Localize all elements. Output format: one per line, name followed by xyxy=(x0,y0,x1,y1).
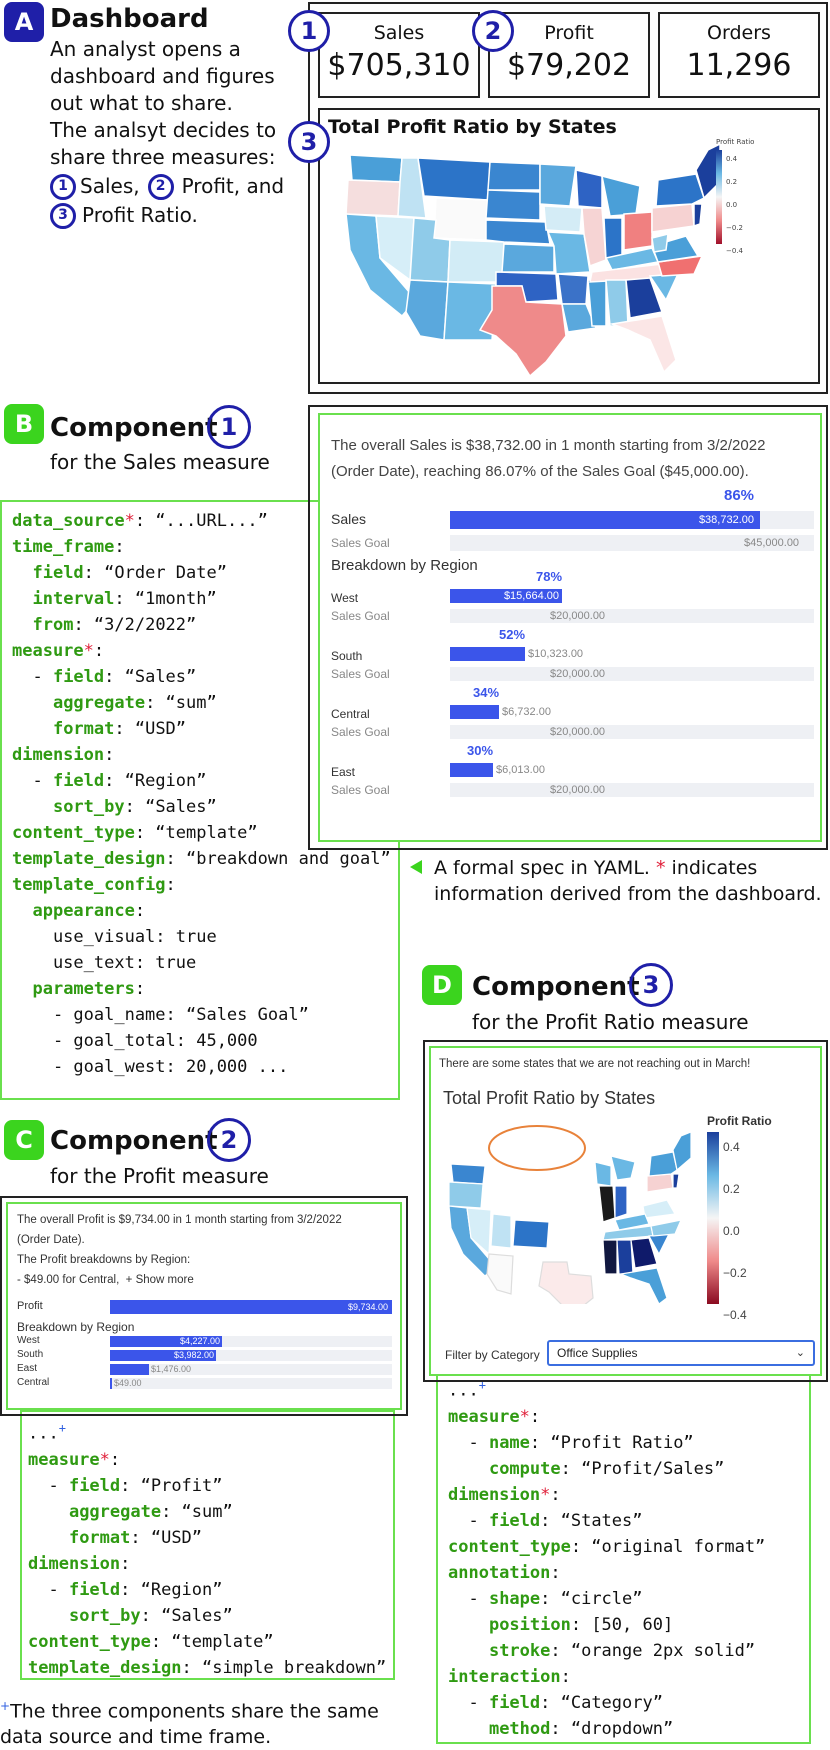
state-wv xyxy=(652,234,668,252)
state-or xyxy=(346,180,400,216)
state-nc xyxy=(651,1220,681,1236)
plus-marker: + xyxy=(0,1699,11,1713)
region-name: South xyxy=(331,649,363,663)
section-d-subtitle: for the Profit Ratio measure xyxy=(472,1010,749,1034)
profit-ratio-note: There are some states that we are not reaching out in March! xyxy=(439,1058,751,1070)
desc-line: out what to share. xyxy=(50,91,233,115)
state-al xyxy=(617,1240,633,1274)
section-a-description xyxy=(50,36,285,229)
breakdown-title: Breakdown by Region xyxy=(331,557,478,574)
region-value: $6,732.00 xyxy=(502,706,551,718)
state-in xyxy=(615,1186,627,1218)
region-goal-value: $20,000.00 xyxy=(550,610,606,622)
sales-component xyxy=(318,413,822,842)
kpi-value: $705,310 xyxy=(327,48,471,83)
state-tx xyxy=(539,1262,593,1304)
summary-line: - $49.00 for Central, xyxy=(17,1274,120,1286)
legend-tick: −0.2 xyxy=(723,1266,747,1280)
region-goal-label: Sales Goal xyxy=(331,609,390,623)
kpi-label: Profit xyxy=(544,22,594,44)
state-oh xyxy=(624,212,652,250)
profit-component xyxy=(6,1202,402,1410)
region-goal-track xyxy=(450,667,814,681)
legend-tick: −0.2 xyxy=(726,224,743,232)
kpi-label: Sales xyxy=(373,22,425,44)
section-b-subtitle: for the Sales measure xyxy=(50,450,270,474)
region-bar: $3,982.00 xyxy=(110,1350,216,1361)
ratio-legend-bar xyxy=(707,1132,719,1304)
state-ut xyxy=(491,1214,511,1248)
state-wi xyxy=(576,170,602,208)
legend-tick: 0.2 xyxy=(726,178,738,186)
chevron-down-icon: ⌄ xyxy=(795,1346,805,1359)
state-ny xyxy=(649,1152,677,1176)
region-goal-track xyxy=(450,609,814,623)
badge-b: B xyxy=(4,404,44,444)
state-ar xyxy=(558,274,588,304)
state-nj xyxy=(694,204,702,226)
show-more-link[interactable]: + Show more xyxy=(125,1274,194,1286)
region-goal-track xyxy=(450,725,814,739)
caption-text: indicates xyxy=(671,857,758,879)
summary-line: The overall Sales is $38,732.00 in 1 month starting from 3/2/2022 xyxy=(331,437,766,454)
sales-goal-label: Sales Goal xyxy=(331,536,390,550)
sales-pct: 86% xyxy=(724,487,755,504)
profit-ratio-component xyxy=(429,1046,822,1376)
region-goal-value: $20,000.00 xyxy=(550,784,606,796)
region-value: $10,323.00 xyxy=(528,648,584,660)
state-fl xyxy=(612,316,676,372)
number-circle-2: 2 xyxy=(207,1118,251,1162)
region-name: South xyxy=(17,1349,44,1360)
desc-line: share three measures: xyxy=(50,145,276,169)
region-bar xyxy=(110,1378,112,1389)
region-pct: 52% xyxy=(499,627,526,642)
region-pct: 34% xyxy=(473,685,500,700)
state-ny xyxy=(656,174,704,206)
map-legend-title: Profit Ratio xyxy=(716,138,755,146)
section-c-subtitle: for the Profit measure xyxy=(50,1164,269,1188)
state-il xyxy=(599,1186,615,1222)
measure-sales: Sales, xyxy=(80,174,140,198)
sales-bar: $38,732.00 xyxy=(450,511,760,529)
legend-tick: 0.4 xyxy=(726,155,738,163)
shared-footnote xyxy=(0,1693,379,1750)
map-legend-ticks xyxy=(726,148,743,263)
region-bar xyxy=(450,763,493,777)
region-track xyxy=(110,1378,392,1389)
state-mn xyxy=(540,164,576,206)
region-name: Central xyxy=(331,707,370,721)
region-bar xyxy=(450,647,525,661)
region-name: Central xyxy=(17,1377,50,1388)
breakdown-title: Breakdown by Region xyxy=(17,1320,135,1334)
number-circle-2: 2 xyxy=(472,10,514,52)
state-az xyxy=(487,1254,513,1294)
badge-d: D xyxy=(422,965,462,1005)
state-va xyxy=(643,1200,675,1218)
region-goal-track xyxy=(450,783,814,797)
caption-star: * xyxy=(656,857,666,879)
legend-tick: 0.0 xyxy=(726,201,738,209)
state-ms xyxy=(588,280,606,326)
region-pct: 30% xyxy=(467,743,494,758)
caption-text: information derived from the dashboard. xyxy=(434,883,822,905)
state-wy xyxy=(434,198,488,240)
state-co xyxy=(513,1220,549,1248)
profit-label: Profit xyxy=(17,1300,43,1312)
state-sd xyxy=(486,190,540,220)
sales-label: Sales xyxy=(331,511,367,527)
map-legend-bar xyxy=(716,150,722,244)
state-al xyxy=(606,280,628,326)
sales-goal-value: $45,000.00 xyxy=(744,537,800,549)
kpi-value: 11,296 xyxy=(686,48,792,83)
region-value: $49.00 xyxy=(114,1378,142,1388)
state-wa xyxy=(350,155,402,182)
legend-tick: 0.4 xyxy=(723,1140,740,1154)
state-ms xyxy=(603,1240,617,1274)
profit-bar: $9,734.00 xyxy=(110,1300,392,1314)
number-circle-3: 3 xyxy=(629,963,673,1007)
region-bar xyxy=(110,1364,149,1375)
footnote-text: The three components share the same xyxy=(10,1700,379,1723)
region-name: East xyxy=(331,765,356,779)
filtered-us-map xyxy=(445,1114,735,1304)
state-wi xyxy=(595,1162,611,1186)
map-title: Total Profit Ratio by States xyxy=(328,116,617,138)
state-new-england xyxy=(673,1132,691,1170)
region-goal-value: $20,000.00 xyxy=(550,668,606,680)
sales-yaml-spec: data_source*: “...URL...” time_frame: field: “Order Date” interval: “1month” from: “3/2/2022” measure*: - field: “Sales” aggregate: “sum” format: “USD” dimension: - field: “Region” sort_by: “Sales” content_type: “template” template_design: “breakdown and goal” template_config: appearance: use_visual: true use_text: true parameters: - goal_name: “Sales Goal” - goal_total: 45,000 - goal_west: 20,000 ... xyxy=(12,511,391,1077)
annotation-circle xyxy=(489,1126,585,1170)
category-dropdown[interactable] xyxy=(547,1340,815,1366)
number-circle-1: 1 xyxy=(207,405,251,449)
caption-text: A formal spec in YAML. xyxy=(434,857,650,879)
kpi-orders xyxy=(658,12,820,98)
caption-arrow-icon xyxy=(410,860,422,874)
summary-line: (Order Date). xyxy=(17,1234,85,1246)
state-ne xyxy=(486,220,550,244)
summary-line: The Profit breakdowns by Region: xyxy=(17,1254,191,1266)
measure-profit: Profit, and xyxy=(181,174,285,198)
number-circle-1: 1 xyxy=(50,174,76,200)
region-name: East xyxy=(17,1363,38,1374)
number-circle-1: 1 xyxy=(288,10,330,52)
section-a-title: Dashboard xyxy=(50,4,209,34)
summary-line: (Order Date), reaching 86.07% of the Sales Goal ($45,000.00). xyxy=(331,463,749,480)
measure-list-line xyxy=(50,202,285,229)
region-name: West xyxy=(17,1335,40,1346)
ratio-legend-ticks xyxy=(723,1126,747,1336)
state-in xyxy=(604,218,622,260)
region-value: $1,476.00 xyxy=(151,1364,192,1374)
state-mi xyxy=(602,176,640,216)
state-pa xyxy=(647,1174,673,1192)
region-value: $6,013.00 xyxy=(496,764,545,776)
state-nd xyxy=(488,162,540,190)
desc-line: The analsyt decides to xyxy=(50,118,277,142)
yaml-caption xyxy=(434,855,822,907)
profit-ratio-map-title: Total Profit Ratio by States xyxy=(443,1088,656,1108)
state-ks xyxy=(502,244,554,272)
us-choropleth-map xyxy=(340,140,720,380)
profit-yaml-spec: ...+ measure*: - field: “Profit” aggregate: “sum” format: “USD” dimension: - field: “Region” sort_by: “Sales” content_type: “template” template_design: “simple breakdown” xyxy=(28,1421,387,1678)
section-d-title: Component xyxy=(472,972,640,1002)
legend-tick: −0.4 xyxy=(726,247,743,255)
region-name: West xyxy=(331,591,359,605)
badge-c: C xyxy=(4,1120,44,1160)
profit-ratio-yaml-spec: ...+ measure*: - name: “Profit Ratio” compute: “Profit/Sales” dimension*: - field: “States” content_type: “original format” annotation: - shape: “circle” position: [50, 60] stroke: “orange 2px solid” interaction: - field: “Category” method: “dropdown” xyxy=(448,1378,766,1739)
region-goal-label: Sales Goal xyxy=(331,725,390,739)
desc-line: An analyst opens a xyxy=(50,37,241,61)
section-b-title: Component xyxy=(50,413,218,443)
state-fl xyxy=(621,1268,667,1304)
kpi-label: Orders xyxy=(707,22,771,44)
region-goal-label: Sales Goal xyxy=(331,783,390,797)
legend-tick: −0.4 xyxy=(723,1308,747,1322)
region-goal-value: $20,000.00 xyxy=(550,726,606,738)
region-bar xyxy=(450,705,499,719)
measure-profit-ratio: Profit Ratio. xyxy=(82,203,198,227)
summary-line: The overall Profit is $9,734.00 in 1 month starting from 3/2/2022 xyxy=(17,1214,342,1226)
region-goal-label: Sales Goal xyxy=(331,667,390,681)
legend-tick: 0.0 xyxy=(723,1224,740,1238)
state-ia xyxy=(544,206,582,232)
state-pa xyxy=(652,204,694,232)
number-circle-3: 3 xyxy=(288,121,330,163)
sales-summary xyxy=(331,433,765,485)
footnote-text: data source and time frame. xyxy=(0,1726,272,1749)
desc-line: dashboard and figures xyxy=(50,64,275,88)
region-bar: $4,227.00 xyxy=(110,1336,222,1347)
kpi-sales xyxy=(318,12,480,98)
state-mi xyxy=(611,1156,635,1180)
section-c-title: Component xyxy=(50,1126,218,1156)
state-wa xyxy=(451,1164,485,1184)
profit-summary xyxy=(17,1210,342,1290)
badge-a: A xyxy=(4,2,44,42)
state-or xyxy=(449,1182,483,1208)
kpi-value: $79,202 xyxy=(506,48,632,83)
map-panel xyxy=(318,108,820,384)
state-nj xyxy=(673,1174,679,1188)
ratio-legend-title: Profit Ratio xyxy=(707,1114,772,1128)
number-circle-2: 2 xyxy=(148,174,174,200)
region-bar: $15,664.00 xyxy=(450,589,562,603)
state-mt xyxy=(418,158,490,200)
filter-label: Filter by Category xyxy=(445,1348,540,1362)
legend-tick: 0.2 xyxy=(723,1182,740,1196)
dropdown-value: Office Supplies xyxy=(557,1346,638,1360)
measure-list-line xyxy=(50,173,285,200)
number-circle-3: 3 xyxy=(50,203,76,229)
region-pct: 78% xyxy=(536,569,563,584)
state-az xyxy=(406,280,448,340)
